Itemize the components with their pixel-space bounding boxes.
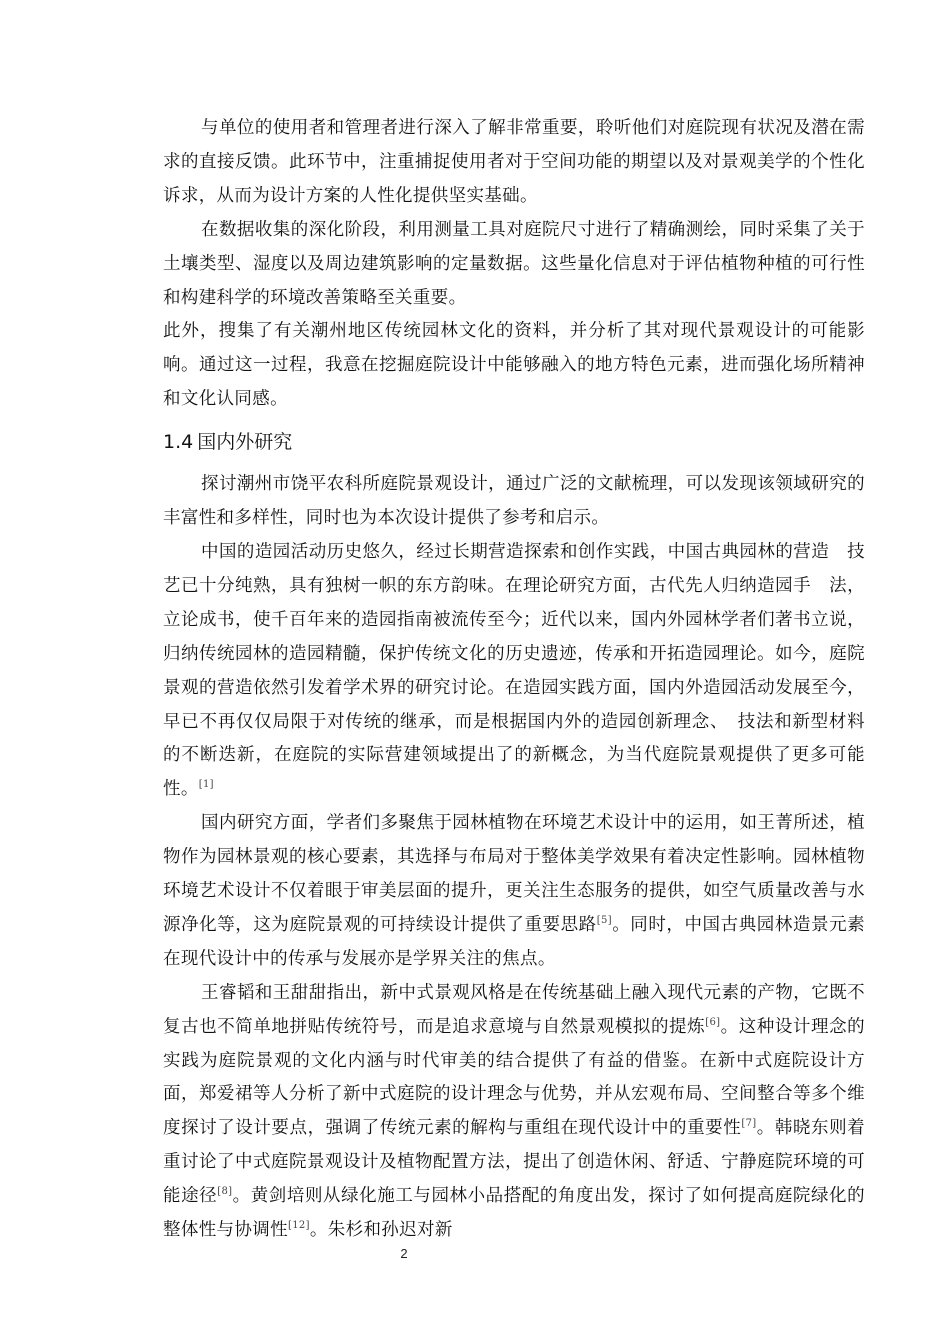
paragraph-user-feedback: 与单位的使用者和管理者进行深入了解非常重要，聆听他们对庭院现有状况及潜在需求的直接反馈。此环节中，注重捕捉使用者对于空间功能的期望以及对景观美学的个性化诉求，从而为设计方案的人性化提供坚实基础。 bbox=[163, 118, 865, 206]
paragraph-text: 。同时，中国古典园林造景元素在现代设计中的传承与发展亦是学界关注的焦点。 bbox=[163, 914, 865, 969]
paragraph-research-intro: 探讨潮州市饶平农科所庭院景观设计，通过广泛的文献梳理，可以发现该领域研究的丰富性和多样性，同时也为本次设计提供了参考和启示。 bbox=[163, 474, 865, 529]
paragraph-text: 王睿韬和王甜甜指出，新中式景观风格是在传统基础上融入现代元素的产物，它既不复古也不简单地拼贴传统符号，而是追求意境与自然景观模拟的提炼 bbox=[163, 982, 865, 1037]
paragraph-text: 中国的造园活动历史悠久，经过长期营造探索和创作实践，中国古典园林的营造 技艺已十分纯熟，具有独树一帜的东方韵味。在理论研究方面，古代先人归纳造园手 法，立论成书，使千百年来的造园指南被流传至今；近代以来，国内外园林学者们著书立说，归纳传统园林的造园精髓，保护传统文化的历史遗迹，传承和开拓造园理论。如今，庭院景观的营造依然引发着学术界的研究讨论。在造园实践方面，国内外造园活动发展至今，早已不再仅仅局限于对传统的继承，而是根据国内外的造园创新理念、 技法和新型材料的不断迭新，在庭院的实际营建领域提出了的新概念，为当代庭院景观提供了更多可能性。 bbox=[163, 541, 865, 800]
paragraph-new-chinese-style bbox=[163, 977, 865, 1248]
paragraph-chinese-gardens bbox=[163, 536, 865, 807]
paragraph-text: 。黄剑培则从绿化施工与园林小品搭配的角度出发，探讨了如何提高庭院绿化的整体性与协调性 bbox=[163, 1186, 865, 1241]
paragraph-text: 国内研究方面，学者们多聚焦于园林植物在环境艺术设计中的运用，如王菁所述，植物作为园林景观的核心要素，其选择与布局对于整体美学效果有着决定性影响。园林植物环境艺术设计不仅着眼于审美层面的提升，更关注生态服务的提供，如空气质量改善与水源净化等，这为庭院景观的可持续设计提供了重要思路 bbox=[163, 813, 865, 935]
citation-marker: [7] bbox=[741, 1118, 757, 1130]
paragraph-local-culture: 此外，搜集了有关潮州地区传统园林文化的资料，并分析了其对现代景观设计的可能影响。通过这一过程，我意在挖掘庭院设计中能够融入的地方特色元素，进而强化场所精神和文化认同感。 bbox=[163, 321, 865, 410]
paragraph-text: 。朱杉和孙迟对新 bbox=[309, 1220, 453, 1241]
citation-marker: [8] bbox=[217, 1186, 233, 1198]
paragraph-domestic-research bbox=[163, 807, 865, 977]
section-title: 国内外研究 bbox=[197, 431, 293, 454]
section-number: 1.4 bbox=[163, 431, 194, 454]
paragraph-text: 。韩晓东则着重讨论了中式庭院景观设计及植物配置方法，提出了创造休闲、舒适、宁静庭院环境的可能途径 bbox=[163, 1118, 865, 1207]
paragraph-text: 。这种设计理念的实践为庭院景观的文化内涵与时代审美的结合提供了有益的借鉴。在新中式庭院设计方面，郑爱裙等人分析了新中式庭院的设计理念与优势，并从宏观布局、空间整合等多个维度探讨了设计要点，强调了传统元素的解构与重组在现代设计中的重要性 bbox=[163, 1016, 865, 1139]
page-number: 2 bbox=[400, 1246, 408, 1261]
paragraph-data-collection: 在数据收集的深化阶段，利用测量工具对庭院尺寸进行了精确测绘，同时采集了关于土壤类型、湿度以及周边建筑影响的定量数据。这些量化信息对于评估植物种植的可行性和构建科学的环境改善策略至关重要。 bbox=[163, 219, 865, 308]
section-heading bbox=[163, 427, 865, 457]
citation-marker: [5] bbox=[596, 914, 612, 926]
page-body bbox=[163, 112, 865, 1248]
citation-marker: [6] bbox=[705, 1016, 721, 1028]
citation-marker: [12] bbox=[287, 1220, 310, 1232]
citation-marker: [1] bbox=[198, 779, 214, 791]
